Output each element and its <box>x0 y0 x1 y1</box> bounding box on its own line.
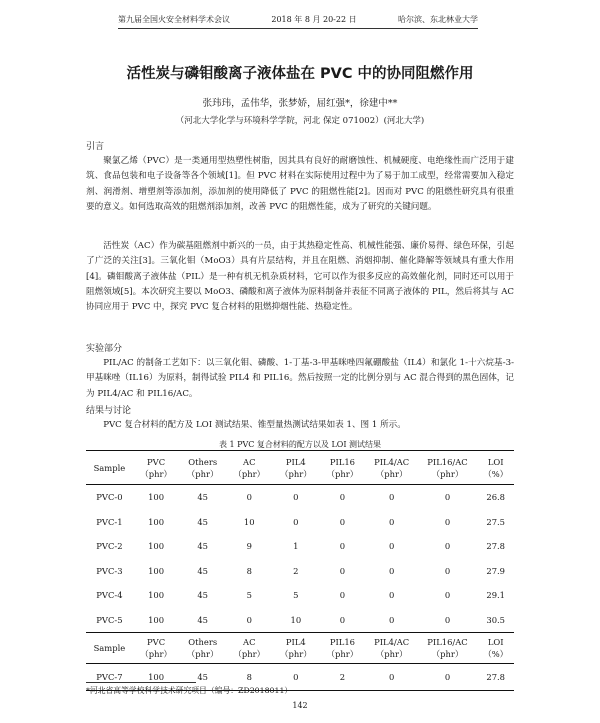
paragraph-intro-1: 聚氯乙烯（PVC）是一类通用型热塑性树脂，因其具有良好的耐磨蚀性、机械硬度、电绝缘性而广泛用于建筑、食品包装和电子设备等各个领域[1]。但 PVC 材料在实际使用过程中为了易于加工成型，经常需要加入稳定剂、润滑剂、增塑剂等添加剂，添加剂的使用降低了 PVC 的阻燃性能[2]。因而对 PVC 的阻燃性研究具有很重要的意义。如何选取高效的阻燃剂添加剂，改善 PVC 的阻燃性能，成为了研究的关键问题。 <box>86 156 514 212</box>
formulation-table <box>86 450 514 691</box>
table-header-row <box>86 451 514 485</box>
paragraph-experimental: PIL/AC 的制备工艺如下：以三氧化钼、磷酸、1-丁基-3-甲基咪唑四氟硼酸盐（IL4）和氯化 1-十六烷基-3-甲基咪唑（IL16）为原料，制得试验 PIL4 和 PIL16。然后按照一定的比例分别与 AC 混合得到的黑色固体，记为 PIL4/AC 和 PIL16/AC。 <box>86 358 514 399</box>
table-row: PVC-4 100 45 5 5 0 0 0 29.1 <box>96 590 506 601</box>
header-col: PIL4/AC （phr） <box>366 633 418 664</box>
footnote: *河北省高等学校科学技术研究项目（编号：ZD2018011） <box>86 686 293 695</box>
paper-title: 活性炭与磷钼酸离子液体盐在 PVC 中的协同阻燃作用 <box>126 66 474 82</box>
page-number: 142 <box>292 701 308 710</box>
header-col: PIL16 （phr） <box>319 451 366 485</box>
header-col: PIL16/AC （phr） <box>418 633 478 664</box>
table-row: PVC-0 100 45 0 0 0 0 0 26.8 <box>96 492 506 503</box>
header-col: PIL4 （phr） <box>273 633 320 664</box>
section-heading-intro: 引言 <box>86 142 105 152</box>
table-row: PVC-5 100 45 0 10 0 0 0 30.5 <box>96 614 506 625</box>
header-col: PIL4 （phr） <box>273 451 320 485</box>
header-col: PIL16 （phr） <box>319 633 366 664</box>
table-row: PVC-1 100 45 10 0 0 0 0 27.5 <box>96 516 506 527</box>
header-sample: Sample <box>86 451 133 485</box>
running-header <box>118 14 478 29</box>
paper-affiliation: （河北大学化学与环境科学学院，河北 保定 071002）(河北大学) <box>175 116 425 126</box>
table-row: PVC-2 100 45 9 1 0 0 0 27.8 <box>96 541 506 552</box>
table-row: PVC-3 100 45 8 2 0 0 0 27.9 <box>96 565 506 576</box>
footnote-divider <box>86 682 196 683</box>
header-col: Others （phr） <box>179 451 226 485</box>
header-col: PIL16/AC （phr） <box>418 451 478 485</box>
paragraph-intro-2: 活性炭（AC）作为碳基阻燃剂中新兴的一员，由于其热稳定性高、机械性能强、廉价易得、绿色环保，引起了广泛的关注[3]。三氧化钼（MoO3）具有片层结构，并且在阻燃、消烟抑制、催化降解等领域具有重大作用[4]。磷钼酸离子液体盐（PIL）是一种有机无机杂质材料，它可以作为很多反应的高效催化剂，同时还可以用于阻燃领域[5]。本次研究主要以 MoO3、磷酸和离子液体为原料制备并表征不同离子液体的 PIL，然后将其与 AC 协同应用于 PVC 中，探究 PVC 复合材料的阻燃抑烟性能、热稳定性。 <box>86 241 514 313</box>
table-caption: 表 1 PVC 复合材料的配方以及 LOI 测试结果 <box>218 440 382 449</box>
header-col: Others （phr） <box>179 633 226 664</box>
section-heading-results: 结果与讨论 <box>86 406 132 416</box>
table-row: PVC-7 100 45 8 0 2 0 0 27.8 <box>86 664 514 691</box>
header-sample: Sample <box>86 633 133 664</box>
header-conference: 第九届全国火安全材料学术会议 <box>118 15 230 24</box>
header-col: PIL4/AC （phr） <box>366 451 418 485</box>
header-col: AC （phr） <box>226 633 273 664</box>
header-col: PVC （phr） <box>133 451 180 485</box>
header-venue: 哈尔滨、东北林业大学 <box>397 15 478 24</box>
header-col: LOI （%） <box>477 451 514 485</box>
paragraph-results: PVC 复合材料的配方及 LOI 测试结果、锥型量热测试结果如表 1、图 1 所示。 <box>103 420 406 430</box>
paper-authors: 张玮玮，孟伟华，张梦娇，屈红强*，徐建中** <box>202 98 398 109</box>
section-heading-experimental: 实验部分 <box>86 344 123 354</box>
header-col: LOI （%） <box>477 633 514 664</box>
header-date: 2018 年 8 月 20-22 日 <box>271 15 357 24</box>
table-header-row-repeat <box>86 633 514 664</box>
header-col: AC （phr） <box>226 451 273 485</box>
header-col: PVC （phr） <box>133 633 180 664</box>
